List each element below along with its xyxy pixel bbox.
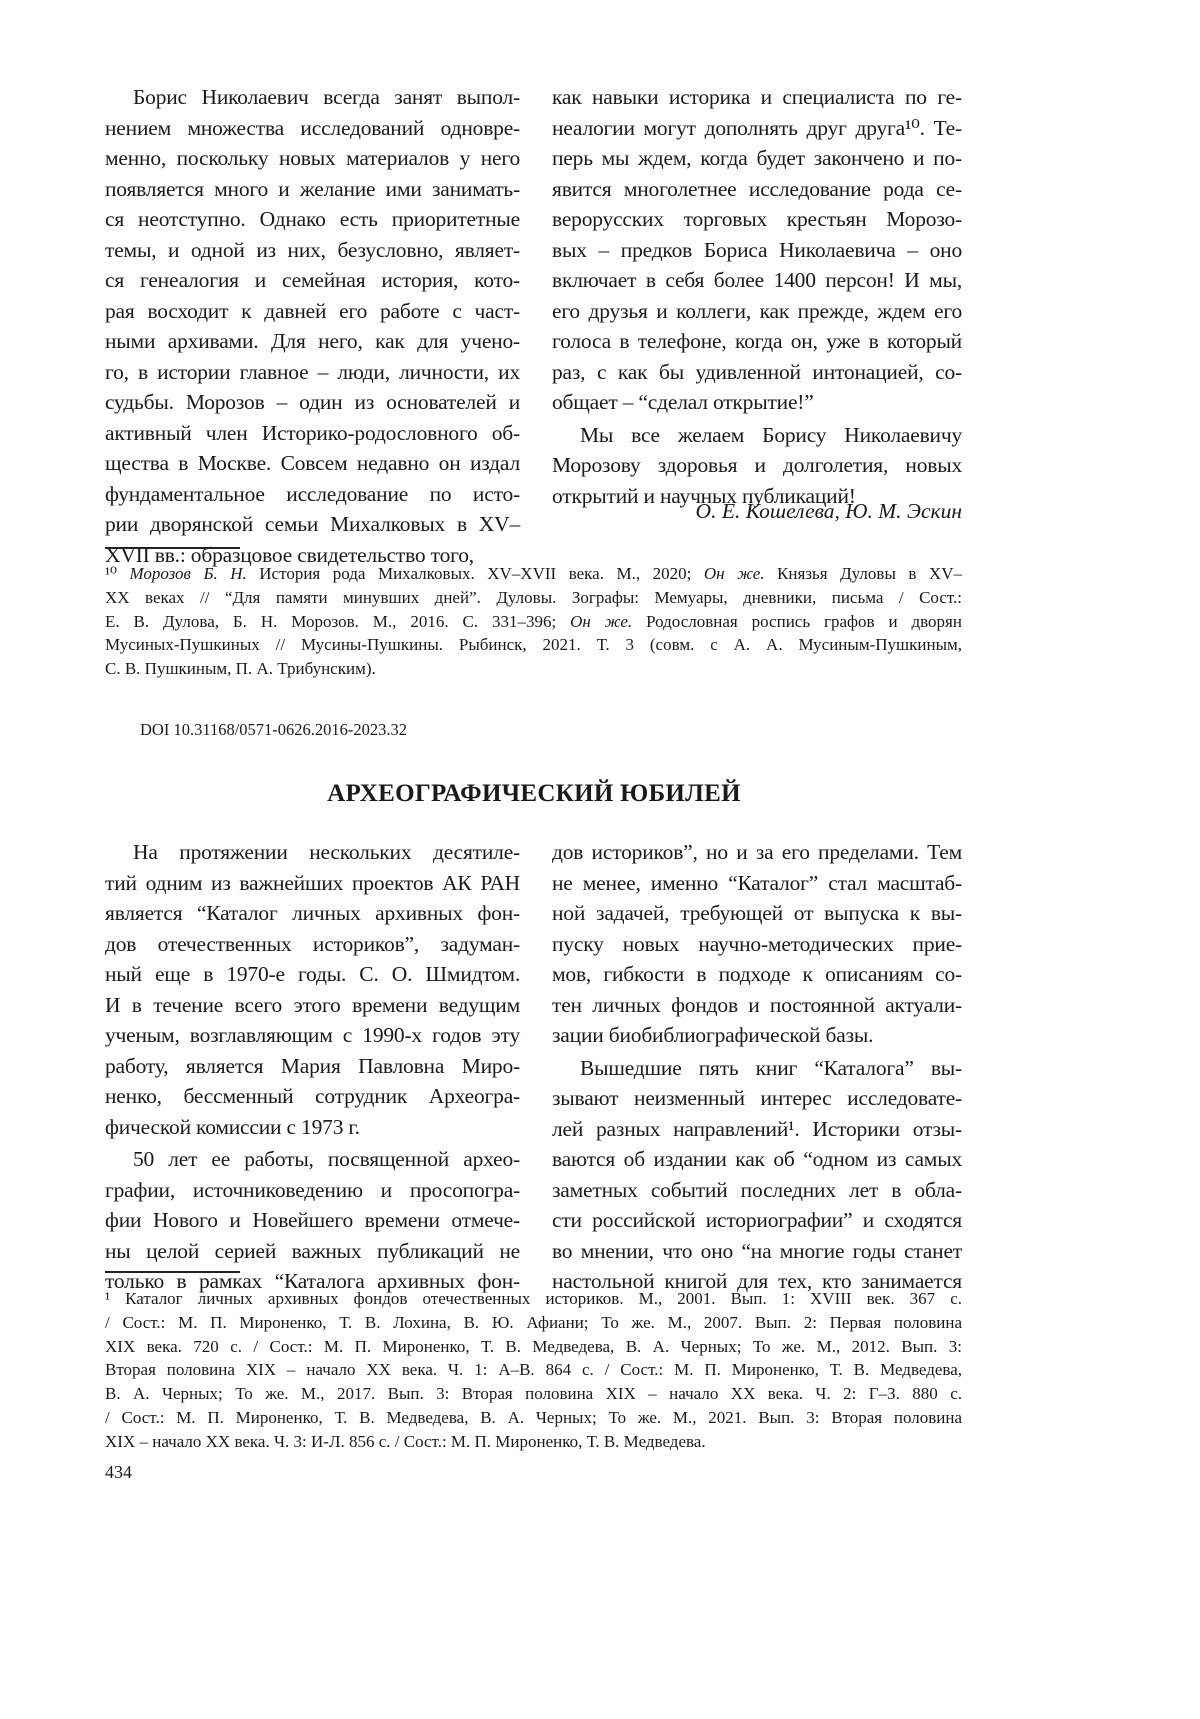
text-line: ной задачей, требующей от выпуска к вы-: [552, 898, 962, 929]
paragraph: [552, 1053, 962, 1297]
footnote-text: ¹⁰: [105, 564, 129, 583]
footnote-text: С. В. Пушкиным, П. А. Трибунским).: [105, 659, 376, 678]
text-line: неалогии могут дополнять друг друга¹⁰. Те-: [552, 113, 962, 144]
footnote-line: [105, 657, 962, 681]
text-line: настольной книгой для тех, кто занимается: [552, 1266, 962, 1297]
text-line: мов, гибкости в подходе к описаниям со-: [552, 959, 962, 990]
footnote-line: [105, 1335, 962, 1359]
footnote-divider: [105, 1271, 240, 1273]
text-line: является “Каталог личных архивных фон-: [105, 898, 520, 929]
article1-signature: О. Е. Кошелева, Ю. М. Эскин: [696, 499, 962, 524]
text-line: активный член Историко-родословного об-: [105, 418, 520, 449]
text-line: перь мы ждем, когда будет закончено и по-: [552, 143, 962, 174]
text-line: сти российской историографии” и сходятся: [552, 1205, 962, 1236]
text-line: вых – предков Бориса Николаевича – оно: [552, 235, 962, 266]
article1-footnote: [105, 562, 962, 681]
footnote-line: [105, 1287, 962, 1311]
text-line: ный еще в 1970-е годы. С. О. Шмидтом.: [105, 959, 520, 990]
footnote-line: [105, 1382, 962, 1406]
footnote-divider: [105, 547, 240, 549]
text-line: фии Нового и Новейшего времени отмече-: [105, 1205, 520, 1236]
text-line: голоса в телефоне, когда он, уже в который: [552, 326, 962, 357]
footnote-text: Князья Дуловы в XV–: [765, 564, 962, 583]
text-line: лей разных направлений¹. Историки отзы-: [552, 1114, 962, 1145]
footnote-text: XIX века. 720 с. / Сост.: М. П. Мироненко, Т. В. Медведева, В. А. Черных; То же. М., 2012. Вып. 3:: [105, 1337, 962, 1356]
text-line: На протяжении нескольких десятиле-: [105, 837, 520, 868]
footnote-italic-text: Он же.: [570, 612, 632, 631]
text-line: верорусских торговых крестьян Морозо-: [552, 204, 962, 235]
text-line: как навыки историка и специалиста по ге-: [552, 82, 962, 113]
paragraph: [552, 82, 962, 418]
footnote-line: [105, 633, 962, 657]
text-line: зации биобиблиографической базы.: [552, 1020, 962, 1051]
footnote-text: Мусиных-Пушкиных // Мусины-Пушкины. Рыбинск, 2021. Т. 3 (совм. с А. А. Мусиным-Пушкиным,: [105, 635, 962, 654]
paragraph: [105, 82, 520, 570]
text-line: включает в себя более 1400 персон! И мы,: [552, 265, 962, 296]
footnote-line: [105, 586, 962, 610]
paragraph: [552, 837, 962, 1051]
text-line: 50 лет ее работы, посвященной архео-: [105, 1144, 520, 1175]
text-line: общает – “сделал открытие!”: [552, 387, 962, 418]
footnote-line: [105, 610, 962, 634]
footnote-line: [105, 1358, 962, 1382]
footnote-text: Е. В. Дулова, Б. Н. Морозов. М., 2016. С. 331–396;: [105, 612, 570, 631]
text-line: фической комиссии с 1973 г.: [105, 1112, 520, 1143]
text-line: XVII вв.: образцовое свидетельство того,: [105, 540, 520, 571]
text-line: явится многолетнее исследование рода се-: [552, 174, 962, 205]
text-line: пуску новых научно-методических прие-: [552, 929, 962, 960]
text-line: ся генеалогия и семейная история, кото-: [105, 265, 520, 296]
text-line: ненко, бессменный сотрудник Археогра-: [105, 1081, 520, 1112]
footnote-text: / Сост.: М. П. Мироненко, Т. В. Лохина, В. Ю. Афиани; То же. М., 2007. Вып. 2: Первая половина: [105, 1313, 962, 1332]
text-line: тен личных фондов и постоянной актуали-: [552, 990, 962, 1021]
footnote-text: Вторая половина XIX – начало XX века. Ч. 1: А–В. 864 с. / Сост.: М. П. Мироненко, Т. В. Медведева,: [105, 1360, 962, 1379]
footnote-text: Родословная роспись графов и дворян: [632, 612, 962, 631]
footnote-line: [105, 1406, 962, 1430]
text-line: тий одним из важнейших проектов АК РАН: [105, 868, 520, 899]
text-line: рии дворянской семьи Михалковых в XV–: [105, 509, 520, 540]
text-line: Борис Николаевич всегда занят выпол-: [105, 82, 520, 113]
paragraph: [552, 420, 962, 512]
text-line: темы, и одной из них, безусловно, являет-: [105, 235, 520, 266]
footnote-text: В. А. Черных; То же. М., 2017. Вып. 3: Вторая половина XIX – начало XX века. Ч. 2: Г–З. 880 с.: [105, 1384, 962, 1403]
text-line: ваются об издании как об “одном из самых: [552, 1144, 962, 1175]
text-line: заметных событий последних лет в обла-: [552, 1175, 962, 1206]
paragraph: [105, 837, 520, 1142]
text-line: появляется много и желание ими занимать-: [105, 174, 520, 205]
paragraph: [105, 1144, 520, 1297]
footnote-line: [105, 1430, 962, 1454]
text-line: го, в истории главное – люди, личности, их: [105, 357, 520, 388]
page-number: 434: [105, 1462, 132, 1483]
text-line: графии, источниковедению и просопогра-: [105, 1175, 520, 1206]
footnote-text: История рода Михалковых. XV–XVII века. М., 2020;: [247, 564, 704, 583]
text-line: раз, с как бы удивленной интонацией, со-: [552, 357, 962, 388]
footnote-line: [105, 1311, 962, 1335]
text-line: фундаментальное исследование по исто-: [105, 479, 520, 510]
footnote-text: / Сост.: М. П. Мироненко, Т. В. Медведева, В. А. Черных; То же. М., 2021. Вып. 3: Вторая половина: [105, 1408, 962, 1427]
text-line: ны целой серией важных публикаций не: [105, 1236, 520, 1267]
text-line: щества в Москве. Совсем недавно он издал: [105, 448, 520, 479]
text-line: дов историков”, но и за его пределами. Тем: [552, 837, 962, 868]
text-line: нением множества исследований одновре-: [105, 113, 520, 144]
text-line: дов отечественных историков”, задуман-: [105, 929, 520, 960]
text-line: Вышедшие пять книг “Каталога” вы-: [552, 1053, 962, 1084]
text-line: И в течение всего этого времени ведущим: [105, 990, 520, 1021]
text-line: Мы все желаем Борису Николаевичу: [552, 420, 962, 451]
footnote-text: XIX – начало XX века. Ч. 3: И-Л. 856 с. / Сост.: М. П. Мироненко, Т. В. Медведева.: [105, 1432, 706, 1451]
text-line: во мнении, что оно “на многие годы станет: [552, 1236, 962, 1267]
text-line: зывают неизменный интерес исследовате-: [552, 1083, 962, 1114]
footnote-italic-text: Он же.: [704, 564, 765, 583]
footnote-text: ¹ Каталог личных архивных фондов отечественных историков. М., 2001. Вып. 1: XVIII век. 367 с.: [105, 1289, 962, 1308]
text-line: судьбы. Морозов – один из основателей и: [105, 387, 520, 418]
article1-right-column: [552, 82, 962, 513]
footnote-italic-text: Морозов Б. Н.: [129, 564, 246, 583]
text-line: рая восходит к давней его работе с част-: [105, 296, 520, 327]
text-line: работу, является Мария Павловна Миро-: [105, 1051, 520, 1082]
article1-left-column: [105, 82, 520, 572]
text-line: менно, поскольку новых материалов у него: [105, 143, 520, 174]
footnote-line: [105, 562, 962, 586]
doi: DOI 10.31168/0571-0626.2016-2023.32: [140, 720, 407, 740]
text-line: не менее, именно “Каталог” стал масштаб-: [552, 868, 962, 899]
article2-right-column: [552, 837, 962, 1299]
text-line: ся неотступно. Однако есть приоритетные: [105, 204, 520, 235]
article2-title: АРХЕОГРАФИЧЕСКИЙ ЮБИЛЕЙ: [0, 780, 1068, 808]
text-line: только в рамках “Каталога архивных фон-: [105, 1266, 520, 1297]
article2-footnote: [105, 1287, 962, 1454]
text-line: Морозову здоровья и долголетия, новых: [552, 450, 962, 481]
text-line: его друзья и коллеги, как прежде, ждем его: [552, 296, 962, 327]
text-line: ученым, возглавляющим с 1990-х годов эту: [105, 1020, 520, 1051]
text-line: открытий и научных публикаций!: [552, 481, 962, 512]
text-line: ными архивами. Для него, как для учено-: [105, 326, 520, 357]
article2-left-column: [105, 837, 520, 1299]
footnote-text: XX веках // “Для памяти минувших дней”. Дуловы. Зографы: Мемуары, дневники, письма / Сост.:: [105, 588, 962, 607]
